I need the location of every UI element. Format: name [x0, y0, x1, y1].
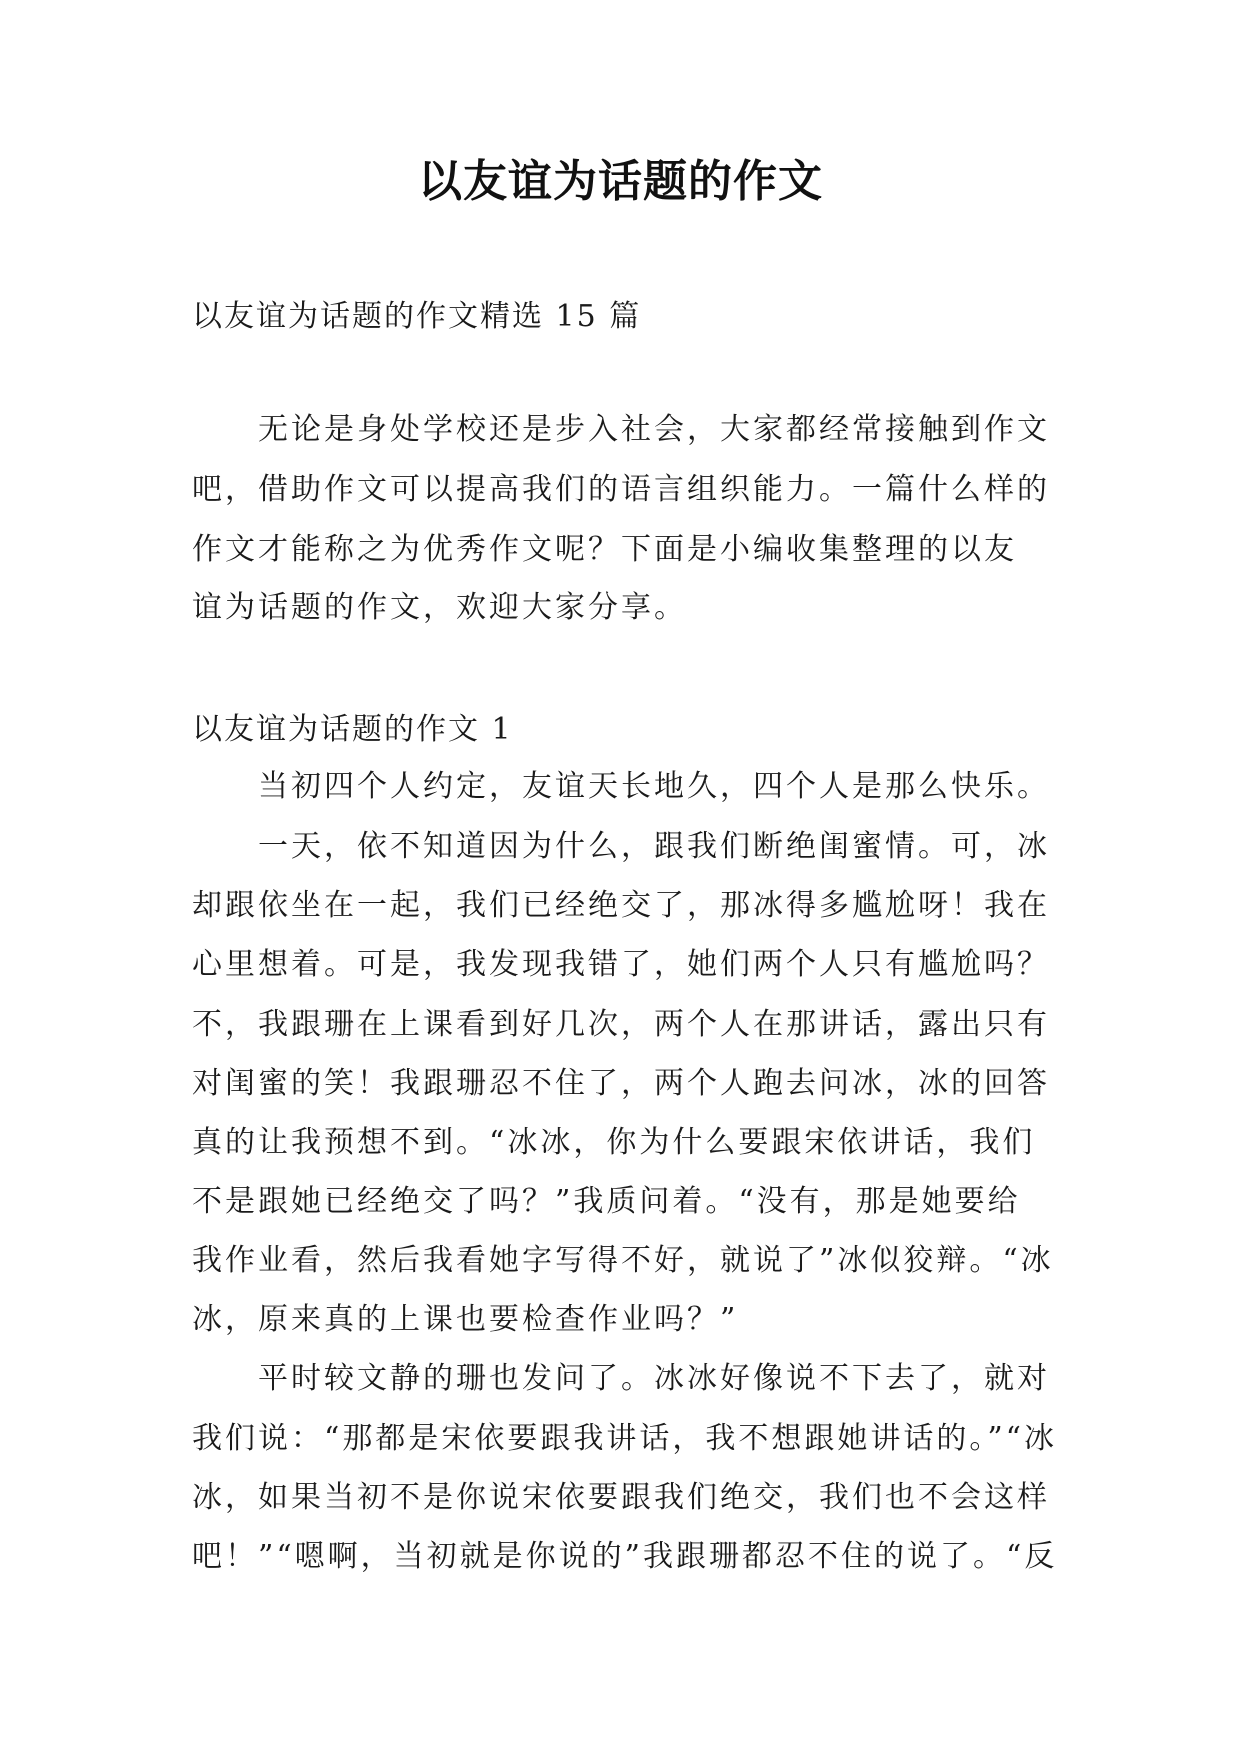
- essay-line: 不，我跟珊在上课看到好几次，两个人在那讲话，露出只有: [192, 1007, 1050, 1042]
- essay-line: 冰，原来真的上课也要检查作业吗？”: [192, 1302, 739, 1337]
- intro-line: 无论是身处学校还是步入社会，大家都经常接触到作文: [192, 412, 1050, 447]
- intro-line: 作文才能称之为优秀作文呢？下面是小编收集整理的以友: [192, 532, 1017, 567]
- essay-line: 真的让我预想不到。“冰冰，你为什么要跟宋依讲话，我们: [192, 1125, 1036, 1160]
- essay-line: 一天，依不知道因为什么，跟我们断绝闺蜜情。可，冰: [192, 829, 1050, 864]
- essay-line: 对闺蜜的笑！我跟珊忍不住了，两个人跑去问冰，冰的回答: [192, 1066, 1050, 1101]
- essay-heading: 以友谊为话题的作文 1: [192, 712, 513, 747]
- essay-line: 当初四个人约定，友谊天长地久，四个人是那么快乐。: [192, 769, 1050, 804]
- intro-line: 吧，借助作文可以提高我们的语言组织能力。一篇什么样的: [192, 472, 1050, 507]
- essay-line: 我们说：“那都是宋依要跟我讲话，我不想跟她讲话的。”“冰: [192, 1421, 1058, 1456]
- essay-line: 吧！”“嗯啊，当初就是你说的”我跟珊都忍不住的说了。“反: [192, 1539, 1058, 1574]
- essay-line: 冰，如果当初不是你说宋依要跟我们绝交，我们也不会这样: [192, 1480, 1050, 1515]
- document-subtitle: 以友谊为话题的作文精选 15 篇: [192, 299, 642, 334]
- document-title: 以友谊为话题的作文: [418, 156, 823, 207]
- intro-line: 谊为话题的作文，欢迎大家分享。: [192, 590, 687, 625]
- essay-line: 心里想着。可是，我发现我错了，她们两个人只有尴尬吗？: [192, 947, 1050, 982]
- essay-line: 却跟依坐在一起，我们已经绝交了，那冰得多尴尬呀！我在: [192, 888, 1050, 923]
- essay-line: 我作业看，然后我看她字写得不好，就说了”冰似狡辩。“冰: [192, 1243, 1054, 1278]
- essay-line: 平时较文静的珊也发问了。冰冰好像说不下去了，就对: [192, 1361, 1050, 1396]
- essay-line: 不是跟她已经绝交了吗？”我质问着。“没有，那是她要给: [192, 1184, 1021, 1219]
